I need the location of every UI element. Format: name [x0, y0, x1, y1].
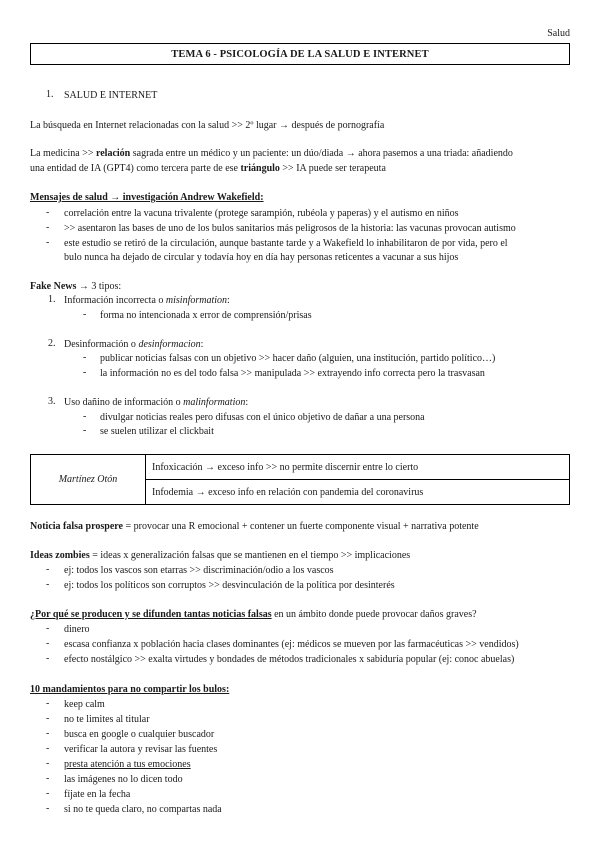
- bullet-dash: -: [46, 623, 50, 634]
- list-item: escasa confianza x población hacia clases dominantes (ej: médicos se mueven por las farmacéuticas >> vendidos): [64, 639, 519, 650]
- bullet-dash: -: [46, 564, 50, 575]
- list-item: fíjate en la fecha: [64, 789, 131, 800]
- list-item: verificar la autora y revisar las fuentes: [64, 744, 218, 755]
- fake-news-heading: Fake News → 3 tipos:: [30, 281, 122, 292]
- bullet-dash: -: [46, 237, 50, 248]
- list-item: efecto nostálgico >> exalta virtudes y bondades de métodos tradicionales x sabiduría popular (ej: conoc abuelas): [64, 654, 515, 665]
- paragraph-medicine-line1: La medicina >> relación sagrada entre un médico y un paciente: un dúo/diada → ahora pasemos a una triada: añadiendo: [30, 148, 513, 159]
- bullet-dash: -: [46, 758, 50, 769]
- bullet-dash: -: [46, 579, 50, 590]
- list-item-continuation: bulo nunca ha dejado de circular y todavía hoy en día hay personas reticentes a vacunar a sus hijos: [64, 252, 459, 263]
- list-item: se suelen utilizar el clickbait: [100, 426, 214, 437]
- list-item: keep calm: [64, 699, 105, 710]
- bullet-dash: -: [46, 207, 50, 218]
- noticia-falsa-paragraph: Noticia falsa prospere = provocar una R emocional + contener un fuerte componente visual + narrativa potente: [30, 521, 479, 532]
- type-desinformacion: Desinformación o desinformacion:: [64, 339, 204, 350]
- type-number: 3.: [48, 396, 56, 407]
- type-malinformation: Uso dañino de información o malinformation:: [64, 397, 249, 408]
- list-item: no te limites al titular: [64, 714, 150, 725]
- running-header: Salud: [547, 28, 570, 39]
- section-number: 1.: [46, 89, 54, 100]
- bullet-dash: -: [83, 367, 87, 378]
- term-triangulo: triángulo: [240, 163, 280, 174]
- bullet-dash: -: [83, 425, 87, 436]
- list-item: busca en google o cualquier buscador: [64, 729, 215, 740]
- bullet-dash: -: [83, 309, 87, 320]
- list-item: publicar noticias falsas con un objetivo >> hacer daño (alguien, una institución, partido político…): [100, 353, 496, 364]
- bullet-dash: -: [46, 698, 50, 709]
- bullet-dash: -: [46, 788, 50, 799]
- bullet-dash: -: [83, 352, 87, 363]
- table-cell-infodemia: Infodemia → exceso info en relación con pandemia del coronavirus: [146, 480, 570, 505]
- list-item: las imágenes no lo dicen todo: [64, 774, 183, 785]
- ideas-zombies-heading: Ideas zombies = ideas x generalización falsas que se mantienen en el tiempo >> implicaciones: [30, 550, 411, 561]
- list-item: forma no intencionada x error de comprensión/prisas: [100, 310, 312, 321]
- bullet-dash: -: [46, 743, 50, 754]
- list-item: la información no es del todo falsa >> manipulada >> extrayendo info correcta pero la trasvasan: [100, 368, 485, 379]
- table-cell-infoxicacion: Infoxicación → exceso info >> no permite discernir entre lo cierto: [146, 455, 570, 480]
- list-item: dinero: [64, 624, 90, 635]
- bullet-dash: -: [46, 638, 50, 649]
- type-number: 2.: [48, 338, 56, 349]
- list-item: este estudio se retiró de la circulación, aunque bastante tarde y a Wakefield lo inhabilitaron de por vida, pero el: [64, 238, 508, 249]
- mandamientos-heading: 10 mandamientos para no compartir los bulos:: [30, 684, 230, 695]
- bullet-dash: -: [46, 728, 50, 739]
- paragraph-search: La búsqueda en Internet relacionadas con la salud >> 2º lugar → después de pornografía: [30, 120, 385, 131]
- bullet-dash: -: [46, 803, 50, 814]
- table-row: [31, 455, 570, 480]
- list-item: ej: todos los políticos son corruptos >> desvinculación de la política por desinterés: [64, 580, 395, 591]
- bullet-dash: -: [46, 653, 50, 664]
- definitions-table: [30, 454, 570, 505]
- bullet-dash: -: [46, 713, 50, 724]
- list-item: ej: todos los vascos son etarras >> discriminación/odio a los vascos: [64, 565, 334, 576]
- term-relacion: relación: [95, 148, 131, 159]
- list-item: divulgar noticias reales pero difusas con el único objetivo de dañar a una persona: [100, 412, 425, 423]
- type-misinformation: Información incorrecta o misinformation:: [64, 295, 230, 306]
- bullet-dash: -: [83, 411, 87, 422]
- por-que-heading: ¿Por qué se producen y se difunden tantas noticias falsas en un ámbito donde puede provocar daños graves?: [30, 609, 477, 620]
- list-item: >> asentaron las bases de uno de los bulos sanitarios más peligrosos de la historia: las vacunas provocan autismo: [64, 223, 516, 234]
- table-author-cell: Martínez Otón: [31, 455, 146, 505]
- wakefield-heading: Mensajes de salud → investigación Andrew Wakefield:: [30, 192, 264, 203]
- list-item: correlación entre la vacuna trivalente (protege sarampión, rubéola y paperas) y el autismo en niños: [64, 208, 459, 219]
- type-number: 1.: [48, 294, 56, 305]
- bullet-dash: -: [46, 773, 50, 784]
- list-item: presta atención a tus emociones: [64, 759, 191, 770]
- bullet-dash: -: [46, 222, 50, 233]
- list-item: si no te queda claro, no compartas nada: [64, 804, 222, 815]
- paragraph-medicine-line2: una entidad de IA (GPT4) como tercera parte de ese triángulo >> IA puede ser terapeuta: [30, 163, 386, 174]
- section-heading: SALUD E INTERNET: [64, 90, 158, 101]
- page-title: TEMA 6 - PSICOLOGÍA DE LA SALUD E INTERNET: [30, 43, 570, 65]
